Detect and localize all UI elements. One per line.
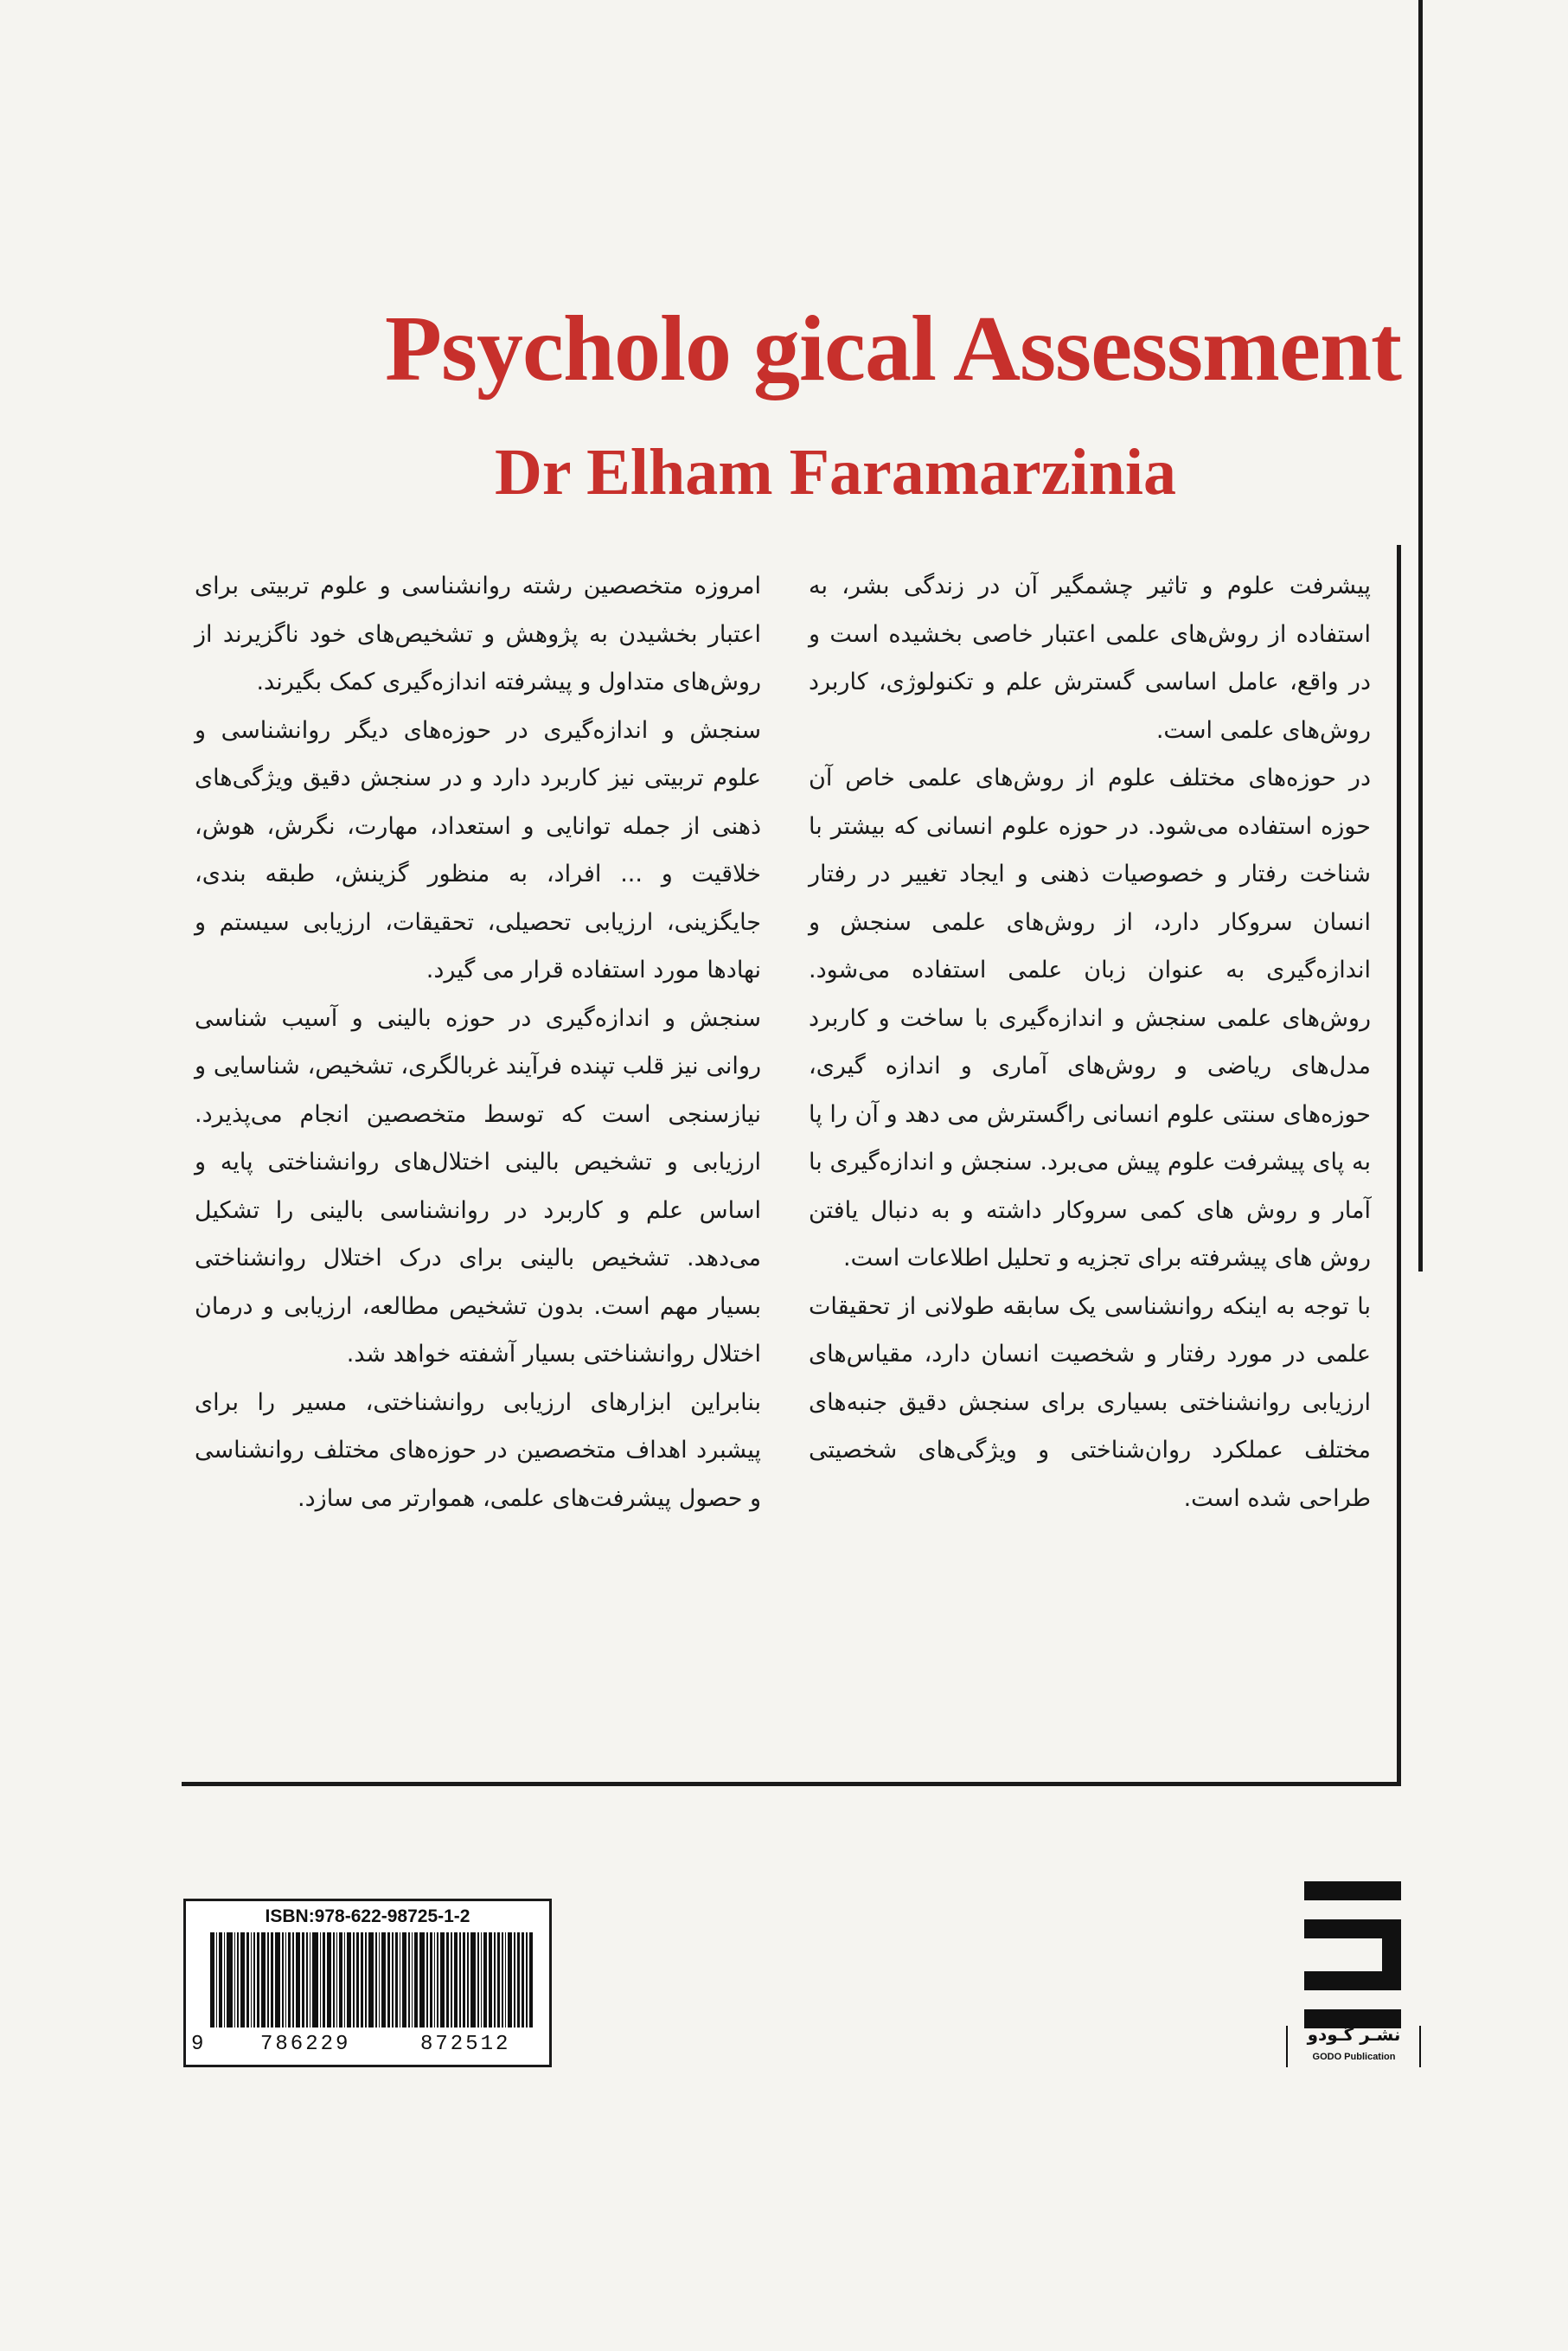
author-name: Dr Elham Faramarzinia	[494, 436, 1176, 509]
isbn-digit-first: 9	[191, 2033, 204, 2056]
blurb-paragraph: با توجه به اینکه روانشناسی یک سابقه طولانی از تحقیقات علمی در مورد رفتار و شخصیت انسان دارد، مقیاس‌های ارزیابی روانشناختی بسیاری برای سنجش دقیق جنبه‌های مختلف عملکرد روان‌شناختی و ویژگی‌های شخصیتی طراحی شده است.	[809, 1292, 1371, 1512]
isbn-barcode-box	[183, 1899, 552, 2067]
publisher-name-persian: نشـر گـودو	[1307, 2024, 1401, 2045]
publisher-name-english: GODO Publication	[1312, 2052, 1396, 2062]
isbn-label: ISBN:978-622-98725-1-2	[265, 1906, 470, 1926]
publisher-logo-icon	[1297, 1881, 1410, 2028]
blurb-paragraph: پیشرفت علوم و تاثیر چشمگیر آن در زندگی بشر، به استفاده از روش‌های علمی اعتبار خاصی بخشیده است و در واقع، عامل اساسی گسترش علم و تکنولوژی، کاربرد روش‌های علمی است.	[809, 573, 1371, 744]
top-right-rule	[1418, 0, 1423, 1272]
blurb-paragraph: سنجش و اندازه‌گیری در حوزه‌های دیگر روانشناسی و علوم تربیتی نیز کاربرد دارد و در سنجش دقیق ویژگی‌های ذهنی از جمله توانایی و استعداد، مهارت، نگرش، هوش، خلاقیت و ... افراد، به منظور گزینش، طبقه بندی، جایگزینی، ارزیابی تحصیلی، تحقیقات، ارزیابی سیستم و نهادها مورد استفاده قرار می گیرد.	[195, 716, 761, 983]
isbn-digits	[191, 2033, 546, 2062]
isbn-digits-right: 872512	[420, 2033, 511, 2056]
blurb-left-column	[195, 562, 761, 1522]
blurb-paragraph: در حوزه‌های مختلف علوم از روش‌های علمی خاص آن حوزه استفاده می‌شود. در حوزه علوم انسانی که بیشتر با شناخت رفتار و خصوصیات ذهنی و ایجاد تغییر در رفتار انسان سروکار دارد، از روش‌های علمی سنجش و اندازه‌گیری به عنوان زبان علمی استفاده می‌شود. روش‌های علمی سنجش و اندازه‌گیری با ساخت و کاربرد مدل‌های ریاضی و روش‌های آماری و اندازه گیری، حوزه‌های سنتی علوم انسانی راگسترش می دهد و آن را پا به پای پیشرفت علوم پیش می‌برد. سنجش و اندازه‌گیری با آمار و روش های کمی سروکار داشته و به دنبال یافتن روش های پیشرفته برای تجزیه و تحلیل اطلاعات است.	[809, 765, 1371, 1272]
text-frame-vertical-rule	[1397, 545, 1401, 1786]
text-frame-horizontal-rule	[182, 1782, 1401, 1786]
isbn-digits-left: 786229	[260, 2033, 351, 2056]
blurb-paragraph: امروزه متخصصین رشته روانشناسی و علوم تربیتی برای اعتبار بخشیدن به پژوهش و تشخیص‌های خود ناگزیرند از روش‌های متداول و پیشرفته اندازه‌گیری کمک بگیرند.	[195, 573, 761, 695]
blurb-right-column	[809, 562, 1371, 1522]
book-title: Psycholo gical Assessment	[385, 298, 1401, 400]
blurb-paragraph: بنابراین ابزارهای ارزیابی روانشناختی، مسیر را برای پیشبرد اهداف متخصصین در حوزه‌های مختلف روانشناسی و حصول پیشرفت‌های علمی، هموارتر می سازد.	[195, 1388, 761, 1512]
blurb-paragraph: سنجش و اندازه‌گیری در حوزه بالینی و آسیب شناسی روانی نیز قلب تپنده فرآیند غربالگری، تشخیص، شناسایی و نیازسنجی است که توسط متخصصین انجام می‌پذیرد. ارزیابی و تشخیص بالینی اختلال‌های روانشناختی پایه و اساس علم و کاربرد در روانشناسی بالینی را تشکیل می‌دهد. تشخیص بالینی برای درک اختلال روانشناختی بسیار مهم است. بدون تشخیص مطالعه، ارزیابی و درمان اختلال روانشناختی بسیار آشفته خواهد شد.	[195, 1004, 761, 1368]
barcode-icon	[210, 1932, 539, 2027]
